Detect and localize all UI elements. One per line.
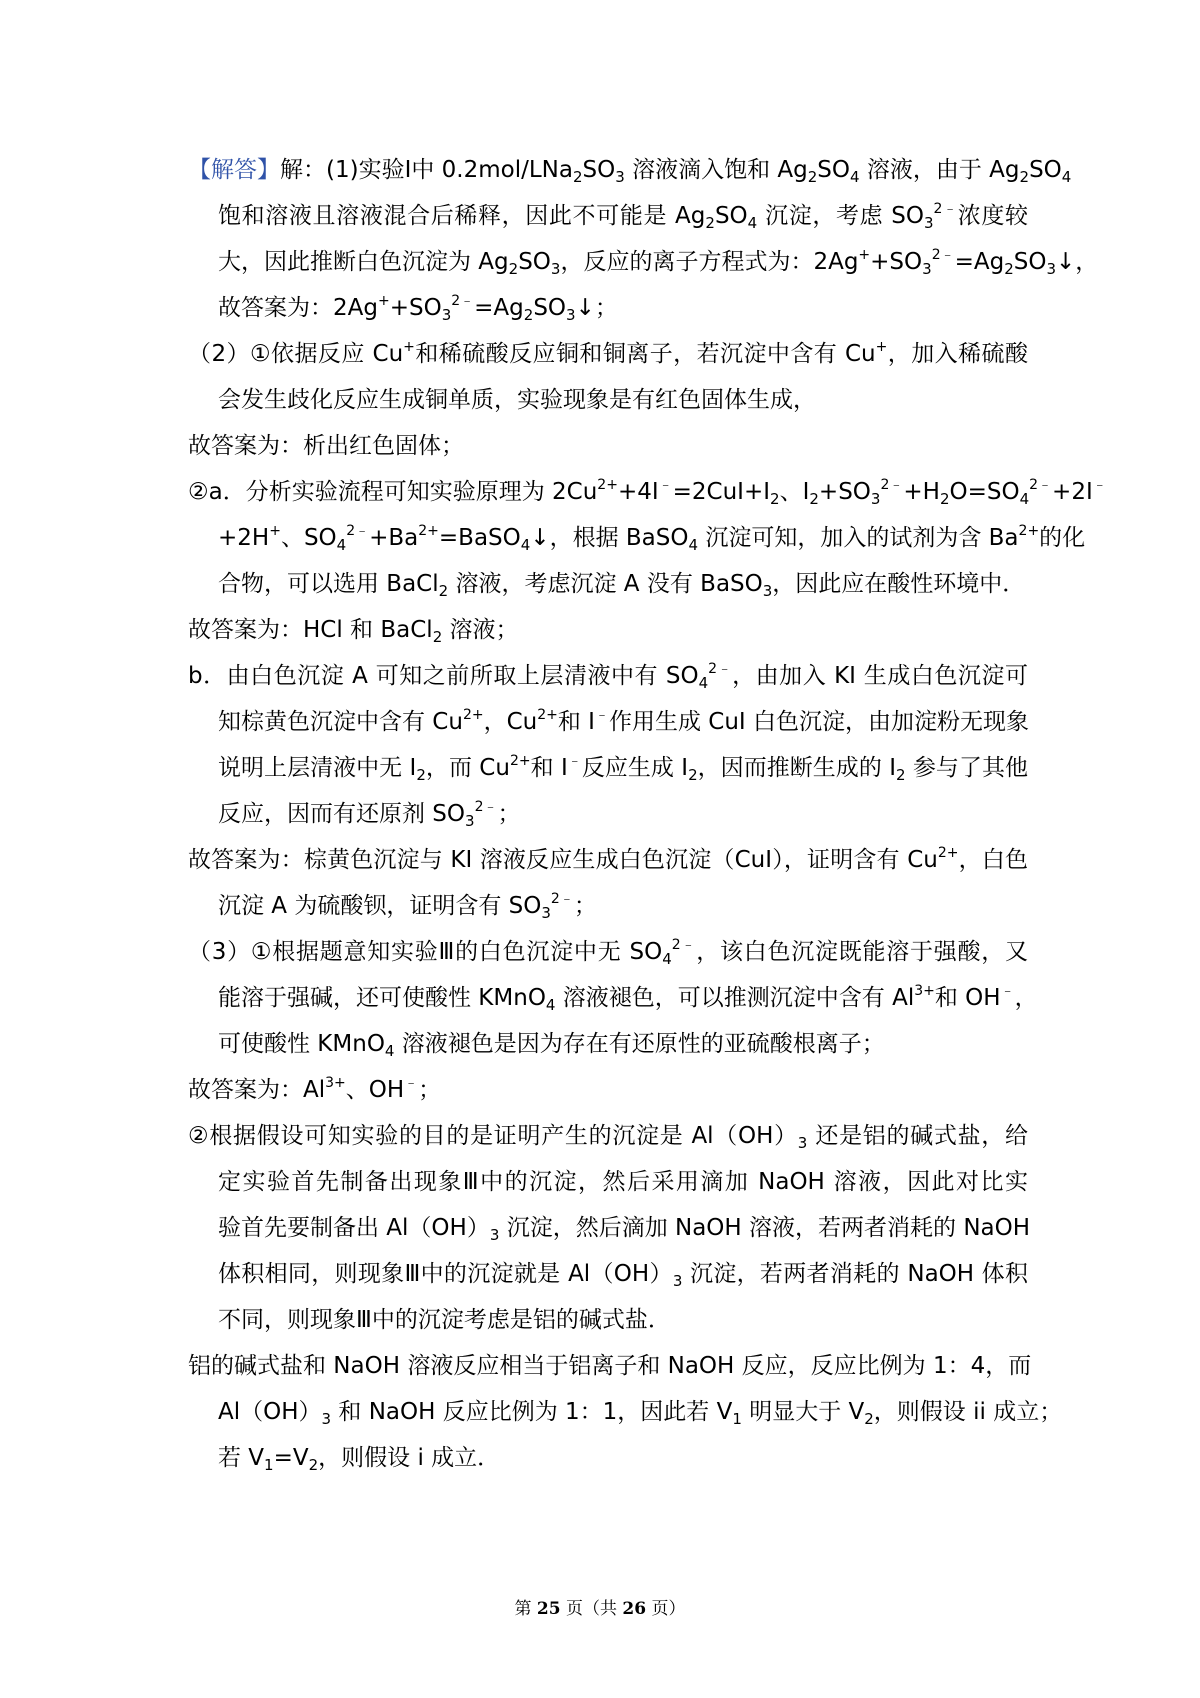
text-line: 可使酸性 KMnO$_4$ 溶液褪色是因为存在有还原性的亚硫酸根离子；: [218, 1031, 885, 1060]
text-line: ②a．分析实验流程可知实验原理为 $2Cu^{2+}+4I^﹣=2CuI+I_2$、$I_2+SO_3^{2﹣}+H_2O=SO_4^{2﹣}+2I^﹣$: [188, 477, 1107, 508]
text-line: 故答案为：$2Ag^++SO_3^{2﹣}=Ag_2SO_3↓$；: [218, 293, 618, 324]
text-line: 【解答】解：(1)实验Ⅰ中 $0.2mol/LNa_2SO_3$ 溶液滴入饱和 $Ag_2SO_4$ 溶液，由于 $Ag_2SO_4$: [188, 157, 1072, 186]
text-line: 体积相同，则现象Ⅲ中的沉淀就是 $Al(OH)_3$ 沉淀，若两者消耗的 NaOH 体积: [218, 1261, 1028, 1290]
text-line: 定实验首先制备出现象Ⅲ中的沉淀，然后采用滴加 NaOH 溶液，因此对比实: [218, 1169, 1028, 1195]
text-line: $Al(OH)_3$ 和 NaOH 反应比例为 1：1，因此若 $V_1$ 明显大于 $V_2$，则假设 ii 成立；: [218, 1399, 1063, 1428]
text-line: （2）①依据反应 Cu+和稀硫酸反应铜和铜离子，若沉淀中含有 Cu+，加入稀硫酸: [188, 339, 1028, 367]
text-line: 故答案为：$Al^{3+}$、OH﹣；: [188, 1075, 442, 1103]
text-line: 验首先要制备出 $Al(OH)_3$ 沉淀，然后滴加 NaOH 溶液，若两者消耗的 NaOH: [218, 1215, 1031, 1244]
text-line: 反应，因而有还原剂 $SO_3^{2﹣}$；: [218, 799, 521, 830]
text-line: +2H+、$SO_4^{2﹣}+Ba^{2+}=BaSO_4↓$，根据 BaSO$_4$ 沉淀可知，加入的试剂为含 $Ba^{2+}$的化: [218, 523, 1086, 554]
text-line: 铝的碱式盐和 NaOH 溶液反应相当于铝离子和 NaOH 反应，反应比例为 1：4，而: [188, 1353, 1032, 1379]
text-line: 大，因此推断白色沉淀为 $Ag_2SO_3$，反应的离子方程式为：$2Ag^++SO_3^{2﹣}=Ag_2SO_3↓$，: [218, 247, 1099, 278]
text-line: 会发生歧化反应生成铜单质，实验现象是有红色固体生成，: [218, 387, 816, 413]
text-line: （3）①根据题意知实验Ⅲ的白色沉淀中无 $SO_4^{2﹣}$，该白色沉淀既能溶于强酸，又: [188, 937, 1028, 968]
text-line: 故答案为：析出红色固体；: [188, 433, 464, 459]
text-line: 能溶于强碱，还可使酸性 KMnO$_4$ 溶液褪色，可以推测沉淀中含有 $Al^{3+}$和 OH﹣，: [218, 983, 1038, 1014]
text-line: 不同，则现象Ⅲ中的沉淀考虑是铝的碱式盐．: [218, 1307, 671, 1333]
text-line: 故答案为：棕黄色沉淀与 KI 溶液反应生成白色沉淀（CuI），证明含有 $Cu^{2+}$，白色: [188, 845, 1028, 873]
text-line: 饱和溶液且溶液混合后稀释，因此不可能是 $Ag_2SO_4$ 沉淀，考虑 $SO_3^{2﹣}$浓度较: [218, 201, 1028, 232]
text-line: 故答案为：HCl 和 BaCl$_2$ 溶液；: [188, 617, 519, 646]
footer-prefix: 第: [514, 1599, 537, 1619]
answer-tag: 【解答】: [188, 157, 280, 183]
text-line: 知棕黄色沉淀中含有 $Cu^{2+}$，$Cu^{2+}$和 I﹣作用生成 CuI 白色沉淀，由加淀粉无现象: [218, 707, 1030, 735]
text-line: b．由白色沉淀 A 可知之前所取上层清液中有 $SO_4^{2﹣}$，由加入 KI 生成白色沉淀可: [188, 661, 1028, 692]
footer-middle: 页（共: [560, 1599, 623, 1619]
footer-suffix: 页）: [646, 1599, 686, 1619]
text-line: 合物，可以选用 BaCl$_2$ 溶液，考虑沉淀 A 没有 BaSO$_3$，因此应在酸性环境中．: [218, 571, 1026, 600]
text-line: 沉淀 A 为硫酸钡，证明含有 $SO_3^{2﹣}$；: [218, 891, 597, 922]
text-line: 说明上层清液中无 $I_2$，而 $Cu^{2+}$和 I﹣反应生成 $I_2$，因而推断生成的 $I_2$ 参与了其他: [218, 753, 1028, 784]
footer-current-page: 25: [536, 1599, 561, 1619]
text-line: ②根据假设可知实验的目的是证明产生的沉淀是 $Al(OH)_3$ 还是铝的碱式盐，给: [188, 1123, 1029, 1152]
footer-total-pages: 26: [622, 1599, 647, 1619]
page-footer: [0, 1594, 1200, 1619]
text-line: 若 $V_1=V_2$，则假设 i 成立．: [218, 1445, 501, 1474]
